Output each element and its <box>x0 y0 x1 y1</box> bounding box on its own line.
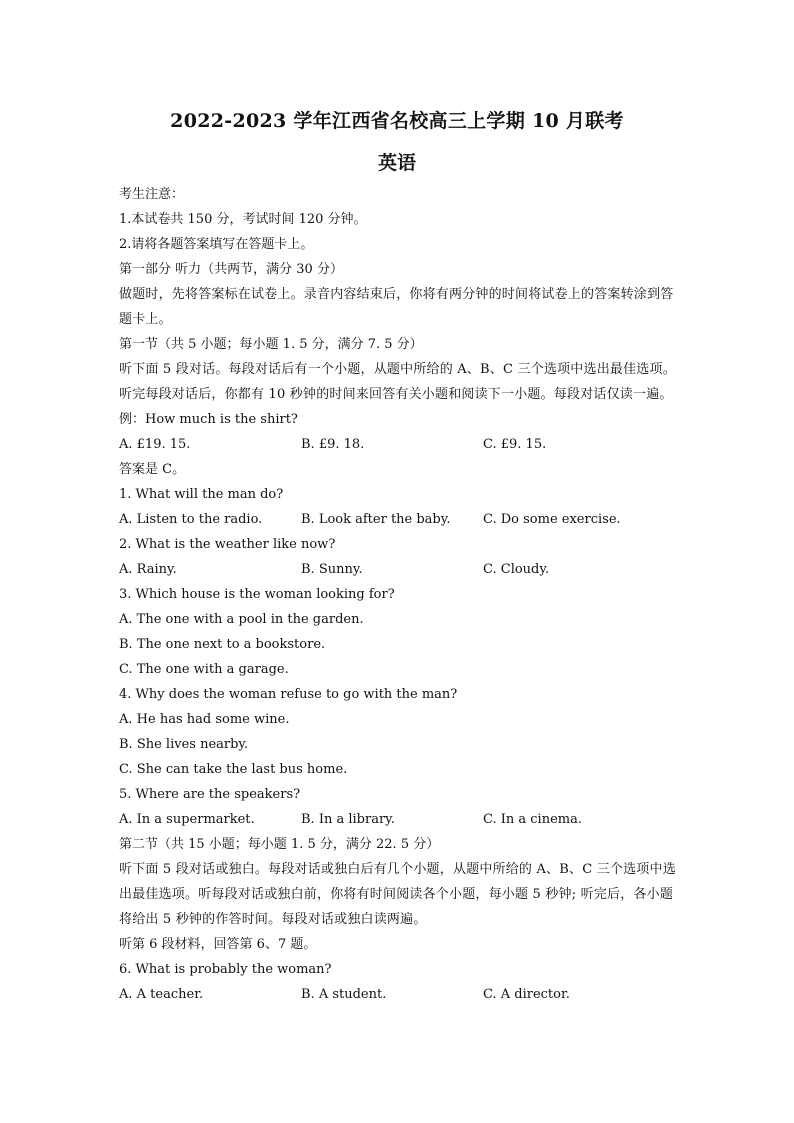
notice-item-1: 1.本试卷共 150 分，考试时间 120 分钟。 <box>119 212 367 227</box>
option-c: C. Cloudy. <box>483 562 550 577</box>
option-a: A. Rainy. <box>119 562 177 577</box>
example-question: 例：How much is the shirt? <box>119 412 298 427</box>
notice-heading: 考生注意： <box>119 187 185 202</box>
part1-instructions: 做题时，先将答案标在试卷上。录音内容结束后，你将有两分钟的时间将试卷上的答案转涂到答题卡上。 <box>119 287 674 327</box>
question-5-options <box>119 807 679 832</box>
section2-heading: 第二节（共 15 小题；每小题 1. 5 分，满分 22. 5 分） <box>119 837 440 852</box>
part1-heading: 第一部分 听力（共两节，满分 30 分） <box>119 262 343 277</box>
option-b: B. She lives nearby. <box>119 737 249 752</box>
exam-title: 2022-2023 学年江西省名校高三上学期 10 月联考 <box>170 110 624 132</box>
option-a: A. In a supermarket. <box>119 812 255 827</box>
question-4: 4. Why does the woman refuse to go with the man? <box>119 687 458 702</box>
example-options <box>119 432 679 457</box>
option-a: A. He has had some wine. <box>119 712 290 727</box>
option-a: A. £19. 15. <box>119 437 191 452</box>
option-c: C. She can take the last bus home. <box>119 762 348 777</box>
option-a: A. Listen to the radio. <box>119 512 263 527</box>
material6-heading: 听第 6 段材料，回答第 6、7 题。 <box>119 937 317 952</box>
option-c: C. Do some exercise. <box>483 512 621 527</box>
option-b: B. In a library. <box>301 812 395 827</box>
option-c: C. The one with a garage. <box>119 662 289 677</box>
option-b: B. A student. <box>301 987 387 1002</box>
question-3: 3. Which house is the woman looking for? <box>119 587 395 602</box>
option-c: C. A director. <box>483 987 570 1002</box>
section1-heading: 第一节（共 5 小题；每小题 1. 5 分，满分 7. 5 分） <box>119 337 423 352</box>
question-1: 1. What will the man do? <box>119 487 284 502</box>
option-b: B. Sunny. <box>301 562 363 577</box>
option-a: A. The one with a pool in the garden. <box>119 612 364 627</box>
notice-item-2: 2.请将各题答案填写在答题卡上。 <box>119 237 314 252</box>
question-6-options <box>119 982 679 1007</box>
exam-content <box>119 182 679 1007</box>
option-b: B. Look after the baby. <box>301 512 451 527</box>
option-c: C. In a cinema. <box>483 812 582 827</box>
question-5: 5. Where are the speakers? <box>119 787 301 802</box>
option-c: C. £9. 15. <box>483 437 547 452</box>
option-a: A. A teacher. <box>119 987 204 1002</box>
section1-instructions: 听下面 5 段对话。每段对话后有一个小题，从题中所给的 A、B、C 三个选项中选出最佳选项。听完每段对话后，你都有 10 秒钟的时间来回答有关小题和阅读下一小题。每段对话仅读一遍。 <box>119 362 676 402</box>
question-1-options <box>119 507 679 532</box>
option-b: B. The one next to a bookstore. <box>119 637 326 652</box>
subject-title: 英语 <box>377 152 416 174</box>
question-6: 6. What is probably the woman? <box>119 962 332 977</box>
question-2-options <box>119 557 679 582</box>
option-b: B. £9. 18. <box>301 437 365 452</box>
section2-instructions: 听下面 5 段对话或独白。每段对话或独白后有几个小题，从题中所给的 A、B、C 三个选项中选出最佳选项。听每段对话或独白前，你将有时间阅读各个小题，每小题 5 秒钟; 听完后，各小题将给出 5 秒钟的作答时间。每段对话或独白读两遍。 <box>119 862 676 927</box>
question-2: 2. What is the weather like now? <box>119 537 336 552</box>
example-answer: 答案是 C。 <box>119 462 186 477</box>
